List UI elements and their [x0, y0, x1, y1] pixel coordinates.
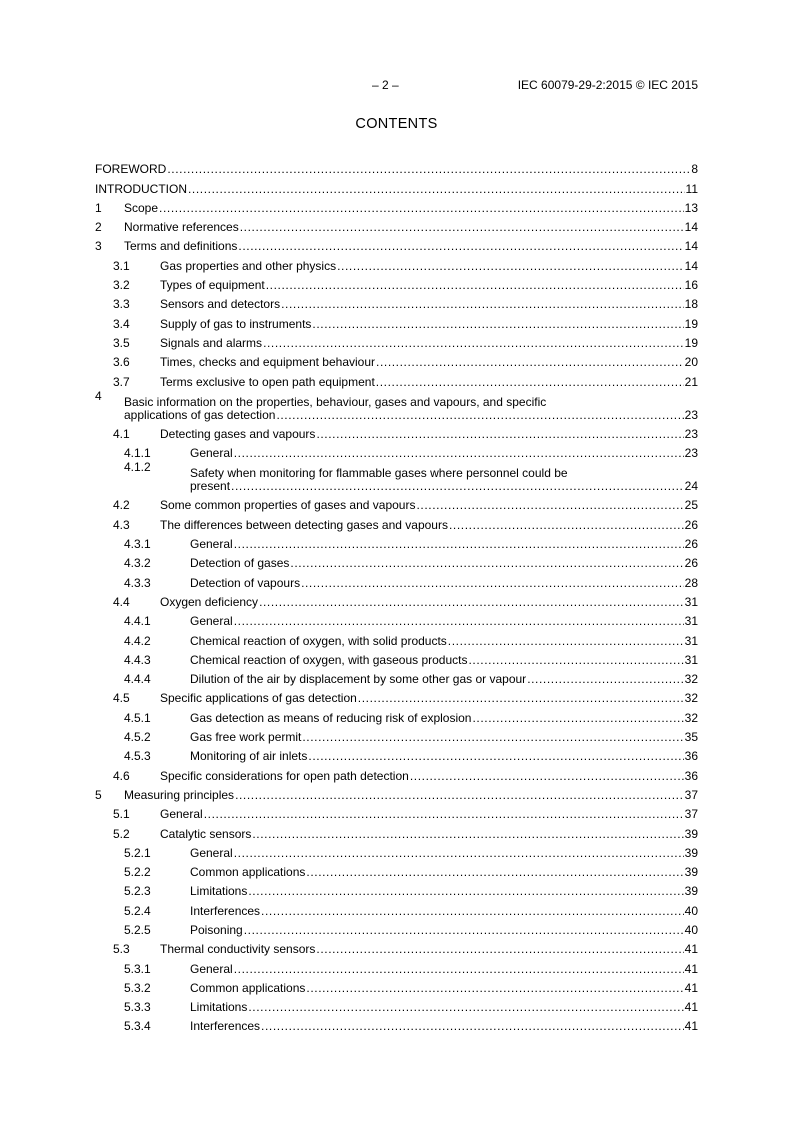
dot-leader	[234, 963, 684, 976]
toc-entry-page: 39	[684, 826, 698, 841]
toc-entry-page: 19	[684, 316, 698, 331]
toc-entry-page: 24	[684, 479, 698, 494]
toc-entry-title: Measuring principles	[124, 787, 235, 802]
toc-entry-title: Oxygen deficiency	[160, 594, 259, 609]
toc-entry-page: 41	[684, 942, 698, 957]
dot-leader	[248, 885, 683, 898]
toc-entry-number: 3.3	[113, 297, 130, 312]
toc-entry-number: 5.2.1	[124, 845, 151, 860]
dot-leader	[308, 750, 683, 763]
dot-leader	[410, 770, 684, 783]
table-of-contents	[95, 158, 698, 1034]
toc-entry-title: Gas detection as means of reducing risk of explosion	[190, 710, 472, 725]
toc-entry[interactable]	[95, 235, 698, 254]
dot-leader	[240, 221, 684, 234]
toc-entry-title: Some common properties of gases and vapours	[160, 498, 416, 513]
toc-entry-title: Detecting gases and vapours	[160, 426, 316, 441]
toc-entry[interactable]	[95, 861, 698, 880]
toc-entry-title: INTRODUCTION	[95, 181, 187, 196]
toc-entry-number: 4.4.2	[124, 633, 151, 648]
toc-entry-number: 4.4.1	[124, 614, 151, 629]
toc-entry[interactable]	[95, 494, 698, 513]
toc-entry-page: 16	[684, 278, 698, 293]
toc-entry[interactable]	[95, 629, 698, 648]
toc-entry[interactable]	[95, 591, 698, 610]
toc-entry-page: 14	[684, 239, 698, 254]
toc-entry[interactable]	[95, 687, 698, 706]
dot-leader	[259, 596, 684, 609]
toc-entry-title: General	[190, 845, 233, 860]
toc-entry-title: Poisoning	[190, 922, 243, 937]
toc-entry-number: 5.2.2	[124, 865, 151, 880]
toc-entry-number: 4.5.3	[124, 749, 151, 764]
toc-entry-page: 13	[684, 200, 698, 215]
dot-leader	[234, 615, 684, 628]
toc-entry-number: 4.1.2	[124, 460, 151, 475]
toc-entry-title: General	[190, 614, 233, 629]
toc-entry-page: 40	[684, 922, 698, 937]
toc-entry-number: 4.3.2	[124, 556, 151, 571]
toc-entry-title-continued: applications of gas detection	[124, 407, 276, 422]
toc-entry-number: 3.2	[113, 278, 130, 293]
dot-leader	[234, 847, 684, 860]
toc-entry-number: 5.1	[113, 807, 130, 822]
dot-leader	[248, 1001, 683, 1014]
toc-entry-page: 25	[684, 498, 698, 513]
toc-entry-number: 5.2	[113, 826, 130, 841]
toc-entry-title: General	[190, 537, 233, 552]
dot-leader	[316, 943, 683, 956]
dot-leader	[159, 202, 684, 215]
toc-entry[interactable]	[95, 996, 698, 1015]
dot-leader	[261, 905, 684, 918]
toc-entry-number: 4.4.3	[124, 652, 151, 667]
dot-leader	[448, 635, 684, 648]
toc-entry[interactable]	[95, 938, 698, 957]
toc-entry-page: 21	[684, 374, 698, 389]
dot-leader	[234, 538, 684, 551]
toc-entry-page: 11	[685, 181, 698, 196]
toc-entry[interactable]	[95, 977, 698, 996]
dot-leader	[337, 260, 684, 273]
toc-entry-title: Limitations	[190, 1000, 248, 1015]
toc-entry-number: 4.1	[113, 426, 130, 441]
toc-entry-title: Thermal conductivity sensors	[160, 942, 316, 957]
toc-entry-number: 5.3.4	[124, 1019, 151, 1034]
toc-entry-page: 26	[684, 537, 698, 552]
dot-leader	[252, 828, 683, 841]
dot-leader	[306, 866, 683, 879]
toc-entry[interactable]	[95, 706, 698, 725]
toc-entry-title: Normative references	[124, 220, 239, 235]
toc-entry-title: Limitations	[190, 884, 248, 899]
toc-entry-title: The differences between detecting gases and vapours	[160, 517, 448, 532]
toc-entry[interactable]	[95, 784, 698, 803]
toc-entry-page: 26	[684, 556, 698, 571]
toc-entry-title: Common applications	[190, 980, 306, 995]
toc-entry-number: 5	[95, 787, 102, 802]
toc-entry-number: 5.3	[113, 942, 130, 957]
toc-entry[interactable]	[95, 764, 698, 783]
toc-entry[interactable]	[95, 610, 698, 629]
toc-entry-page: 36	[684, 768, 698, 783]
dot-leader	[316, 428, 683, 441]
toc-entry-title: Monitoring of air inlets	[190, 749, 308, 764]
dot-leader	[527, 673, 683, 686]
toc-entry-title: Chemical reaction of oxygen, with solid products	[190, 633, 447, 648]
toc-entry[interactable]	[95, 293, 698, 312]
toc-entry-number: 3.6	[113, 355, 130, 370]
toc-entry-page: 8	[691, 162, 698, 177]
toc-entry[interactable]	[95, 158, 698, 177]
dot-leader	[261, 1020, 684, 1033]
dot-leader	[281, 298, 684, 311]
page-title: CONTENTS	[355, 116, 438, 132]
toc-entry-page: 40	[684, 903, 698, 918]
toc-entry-title: General	[190, 446, 233, 461]
toc-entry-number: 4.3.3	[124, 575, 151, 590]
toc-entry[interactable]	[95, 919, 698, 938]
toc-entry-title: Terms and definitions	[124, 239, 238, 254]
dot-leader	[312, 318, 683, 331]
dot-leader	[266, 279, 684, 292]
toc-entry[interactable]	[95, 745, 698, 764]
toc-entry-page: 28	[684, 575, 698, 590]
toc-entry-title: Gas free work permit	[190, 730, 302, 745]
dot-leader	[167, 163, 690, 176]
toc-entry-title: Scope	[124, 200, 159, 215]
toc-entry-page: 32	[684, 710, 698, 725]
toc-entry-page: 31	[684, 614, 698, 629]
toc-entry-number: 4.4.4	[124, 672, 151, 687]
toc-entry[interactable]	[95, 552, 698, 571]
toc-entry[interactable]	[95, 312, 698, 331]
dot-leader	[244, 924, 684, 937]
dot-leader	[235, 789, 684, 802]
toc-entry-title: General	[190, 961, 233, 976]
toc-entry[interactable]	[95, 880, 698, 899]
dot-leader	[376, 356, 684, 369]
toc-entry-number: 4.5.1	[124, 710, 151, 725]
toc-entry-page: 37	[684, 807, 698, 822]
toc-entry-number: 3	[95, 239, 102, 254]
toc-entry-number: 1	[95, 200, 102, 215]
toc-entry[interactable]	[95, 842, 698, 861]
toc-entry-page: 39	[684, 845, 698, 860]
toc-entry-title: Supply of gas to instruments	[160, 316, 312, 331]
toc-entry-number: 4.1.1	[124, 446, 151, 461]
toc-entry[interactable]	[95, 1015, 698, 1034]
toc-entry-page: 23	[684, 446, 698, 461]
toc-entry-number: 4.3.1	[124, 537, 151, 552]
toc-entry[interactable]	[95, 254, 698, 273]
dot-leader	[449, 519, 684, 532]
toc-entry[interactable]	[95, 390, 698, 423]
toc-entry-page: 31	[684, 652, 698, 667]
toc-entry[interactable]	[95, 351, 698, 370]
toc-entry-number: 3.5	[113, 335, 130, 350]
toc-entry-page: 39	[684, 884, 698, 899]
toc-entry-title: Common applications	[190, 865, 306, 880]
toc-entry-number: 4.2	[113, 498, 130, 513]
toc-entry-title: Times, checks and equipment behaviour	[160, 355, 376, 370]
toc-entry-title: Specific considerations for open path detection	[160, 768, 409, 783]
toc-entry-title: Signals and alarms	[160, 335, 263, 350]
toc-entry-number: 5.3.1	[124, 961, 151, 976]
toc-entry[interactable]	[95, 274, 698, 293]
toc-entry-number: 4.4	[113, 594, 130, 609]
toc-entry[interactable]	[95, 197, 698, 216]
toc-entry-page: 23	[684, 426, 698, 441]
toc-entry-title: General	[160, 807, 203, 822]
dot-leader	[301, 577, 684, 590]
toc-entry[interactable]	[95, 822, 698, 841]
toc-entry[interactable]	[95, 332, 698, 351]
toc-entry[interactable]	[95, 513, 698, 532]
dot-leader	[234, 447, 684, 460]
toc-entry-page: 39	[684, 865, 698, 880]
dot-leader	[276, 409, 683, 422]
dot-leader	[263, 337, 684, 350]
toc-entry[interactable]	[95, 571, 698, 590]
standard-reference: IEC 60079-29-2:2015 © IEC 2015	[517, 78, 698, 92]
toc-entry[interactable]	[95, 370, 698, 389]
toc-entry[interactable]	[95, 177, 698, 196]
toc-entry-page: 41	[684, 980, 698, 995]
toc-entry-page: 18	[684, 297, 698, 312]
dot-leader	[302, 731, 683, 744]
toc-entry-title: Gas properties and other physics	[160, 258, 337, 273]
toc-entry-title: Interferences	[190, 1019, 261, 1034]
toc-entry-number: 3.4	[113, 316, 130, 331]
toc-entry-number: 4.6	[113, 768, 130, 783]
toc-entry-page: 14	[684, 258, 698, 273]
toc-entry-page: 20	[684, 355, 698, 370]
toc-entry-number: 4.5	[113, 691, 130, 706]
toc-entry-number: 2	[95, 220, 102, 235]
dot-leader	[416, 499, 683, 512]
toc-entry-page: 26	[684, 517, 698, 532]
toc-entry-title: Catalytic sensors	[160, 826, 252, 841]
dot-leader	[188, 183, 685, 196]
toc-entry-title: Safety when monitoring for flammable gases where personnel could be	[190, 466, 568, 481]
toc-entry-title: Dilution of the air by displacement by some other gas or vapour	[190, 672, 527, 687]
toc-entry-title-continued: present	[190, 479, 231, 494]
toc-entry-title: Specific applications of gas detection	[160, 691, 357, 706]
toc-entry-number: 5.3.2	[124, 980, 151, 995]
toc-entry-number: 4.3	[113, 517, 130, 532]
toc-entry-title: Chemical reaction of oxygen, with gaseous products	[190, 652, 468, 667]
toc-entry-page: 37	[684, 787, 698, 802]
toc-entry-title: Interferences	[190, 903, 261, 918]
toc-entry[interactable]	[95, 957, 698, 976]
dot-leader	[290, 557, 683, 570]
toc-entry[interactable]	[95, 803, 698, 822]
toc-entry-page: 36	[684, 749, 698, 764]
toc-entry[interactable]	[95, 726, 698, 745]
toc-entry-title: Detection of vapours	[190, 575, 301, 590]
toc-entry-title: Sensors and detectors	[160, 297, 281, 312]
toc-entry-title: Detection of gases	[190, 556, 290, 571]
toc-entry-number: 5.3.3	[124, 1000, 151, 1015]
dot-leader	[231, 480, 684, 493]
toc-entry-number: 4.5.2	[124, 730, 151, 745]
page-number: – 2 –	[372, 78, 399, 92]
toc-entry[interactable]	[95, 649, 698, 668]
toc-entry[interactable]	[95, 899, 698, 918]
toc-entry-page: 35	[684, 730, 698, 745]
toc-entry-title: Types of equipment	[160, 278, 265, 293]
toc-entry-number: 5.2.4	[124, 903, 151, 918]
toc-entry-page: 32	[684, 691, 698, 706]
toc-entry[interactable]	[95, 461, 698, 494]
toc-entry-page: 41	[684, 1019, 698, 1034]
toc-entry[interactable]	[95, 533, 698, 552]
dot-leader	[472, 712, 683, 725]
toc-entry-number: 5.2.5	[124, 922, 151, 937]
dot-leader	[376, 376, 684, 389]
toc-entry-title: FOREWORD	[95, 162, 167, 177]
dot-leader	[204, 808, 684, 821]
toc-entry-page: 41	[684, 1000, 698, 1015]
toc-entry-number: 4	[95, 388, 102, 403]
toc-entry-number: 5.2.3	[124, 884, 151, 899]
toc-entry-title: Basic information on the properties, behaviour, gases and vapours, and specific	[124, 394, 547, 409]
toc-entry-page: 19	[684, 335, 698, 350]
dot-leader	[468, 654, 683, 667]
toc-entry-page: 31	[684, 633, 698, 648]
toc-entry-page: 23	[684, 407, 698, 422]
toc-entry-page: 31	[684, 594, 698, 609]
toc-entry-page: 14	[684, 220, 698, 235]
dot-leader	[358, 692, 684, 705]
toc-entry[interactable]	[95, 423, 698, 442]
toc-entry-number: 3.7	[113, 374, 130, 389]
toc-entry[interactable]	[95, 216, 698, 235]
toc-entry[interactable]	[95, 442, 698, 461]
dot-leader	[306, 982, 683, 995]
toc-entry-page: 32	[684, 672, 698, 687]
toc-entry[interactable]	[95, 668, 698, 687]
dot-leader	[238, 240, 683, 253]
toc-entry-number: 3.1	[113, 258, 130, 273]
toc-entry-page: 41	[684, 961, 698, 976]
toc-entry-title: Terms exclusive to open path equipment	[160, 374, 375, 389]
